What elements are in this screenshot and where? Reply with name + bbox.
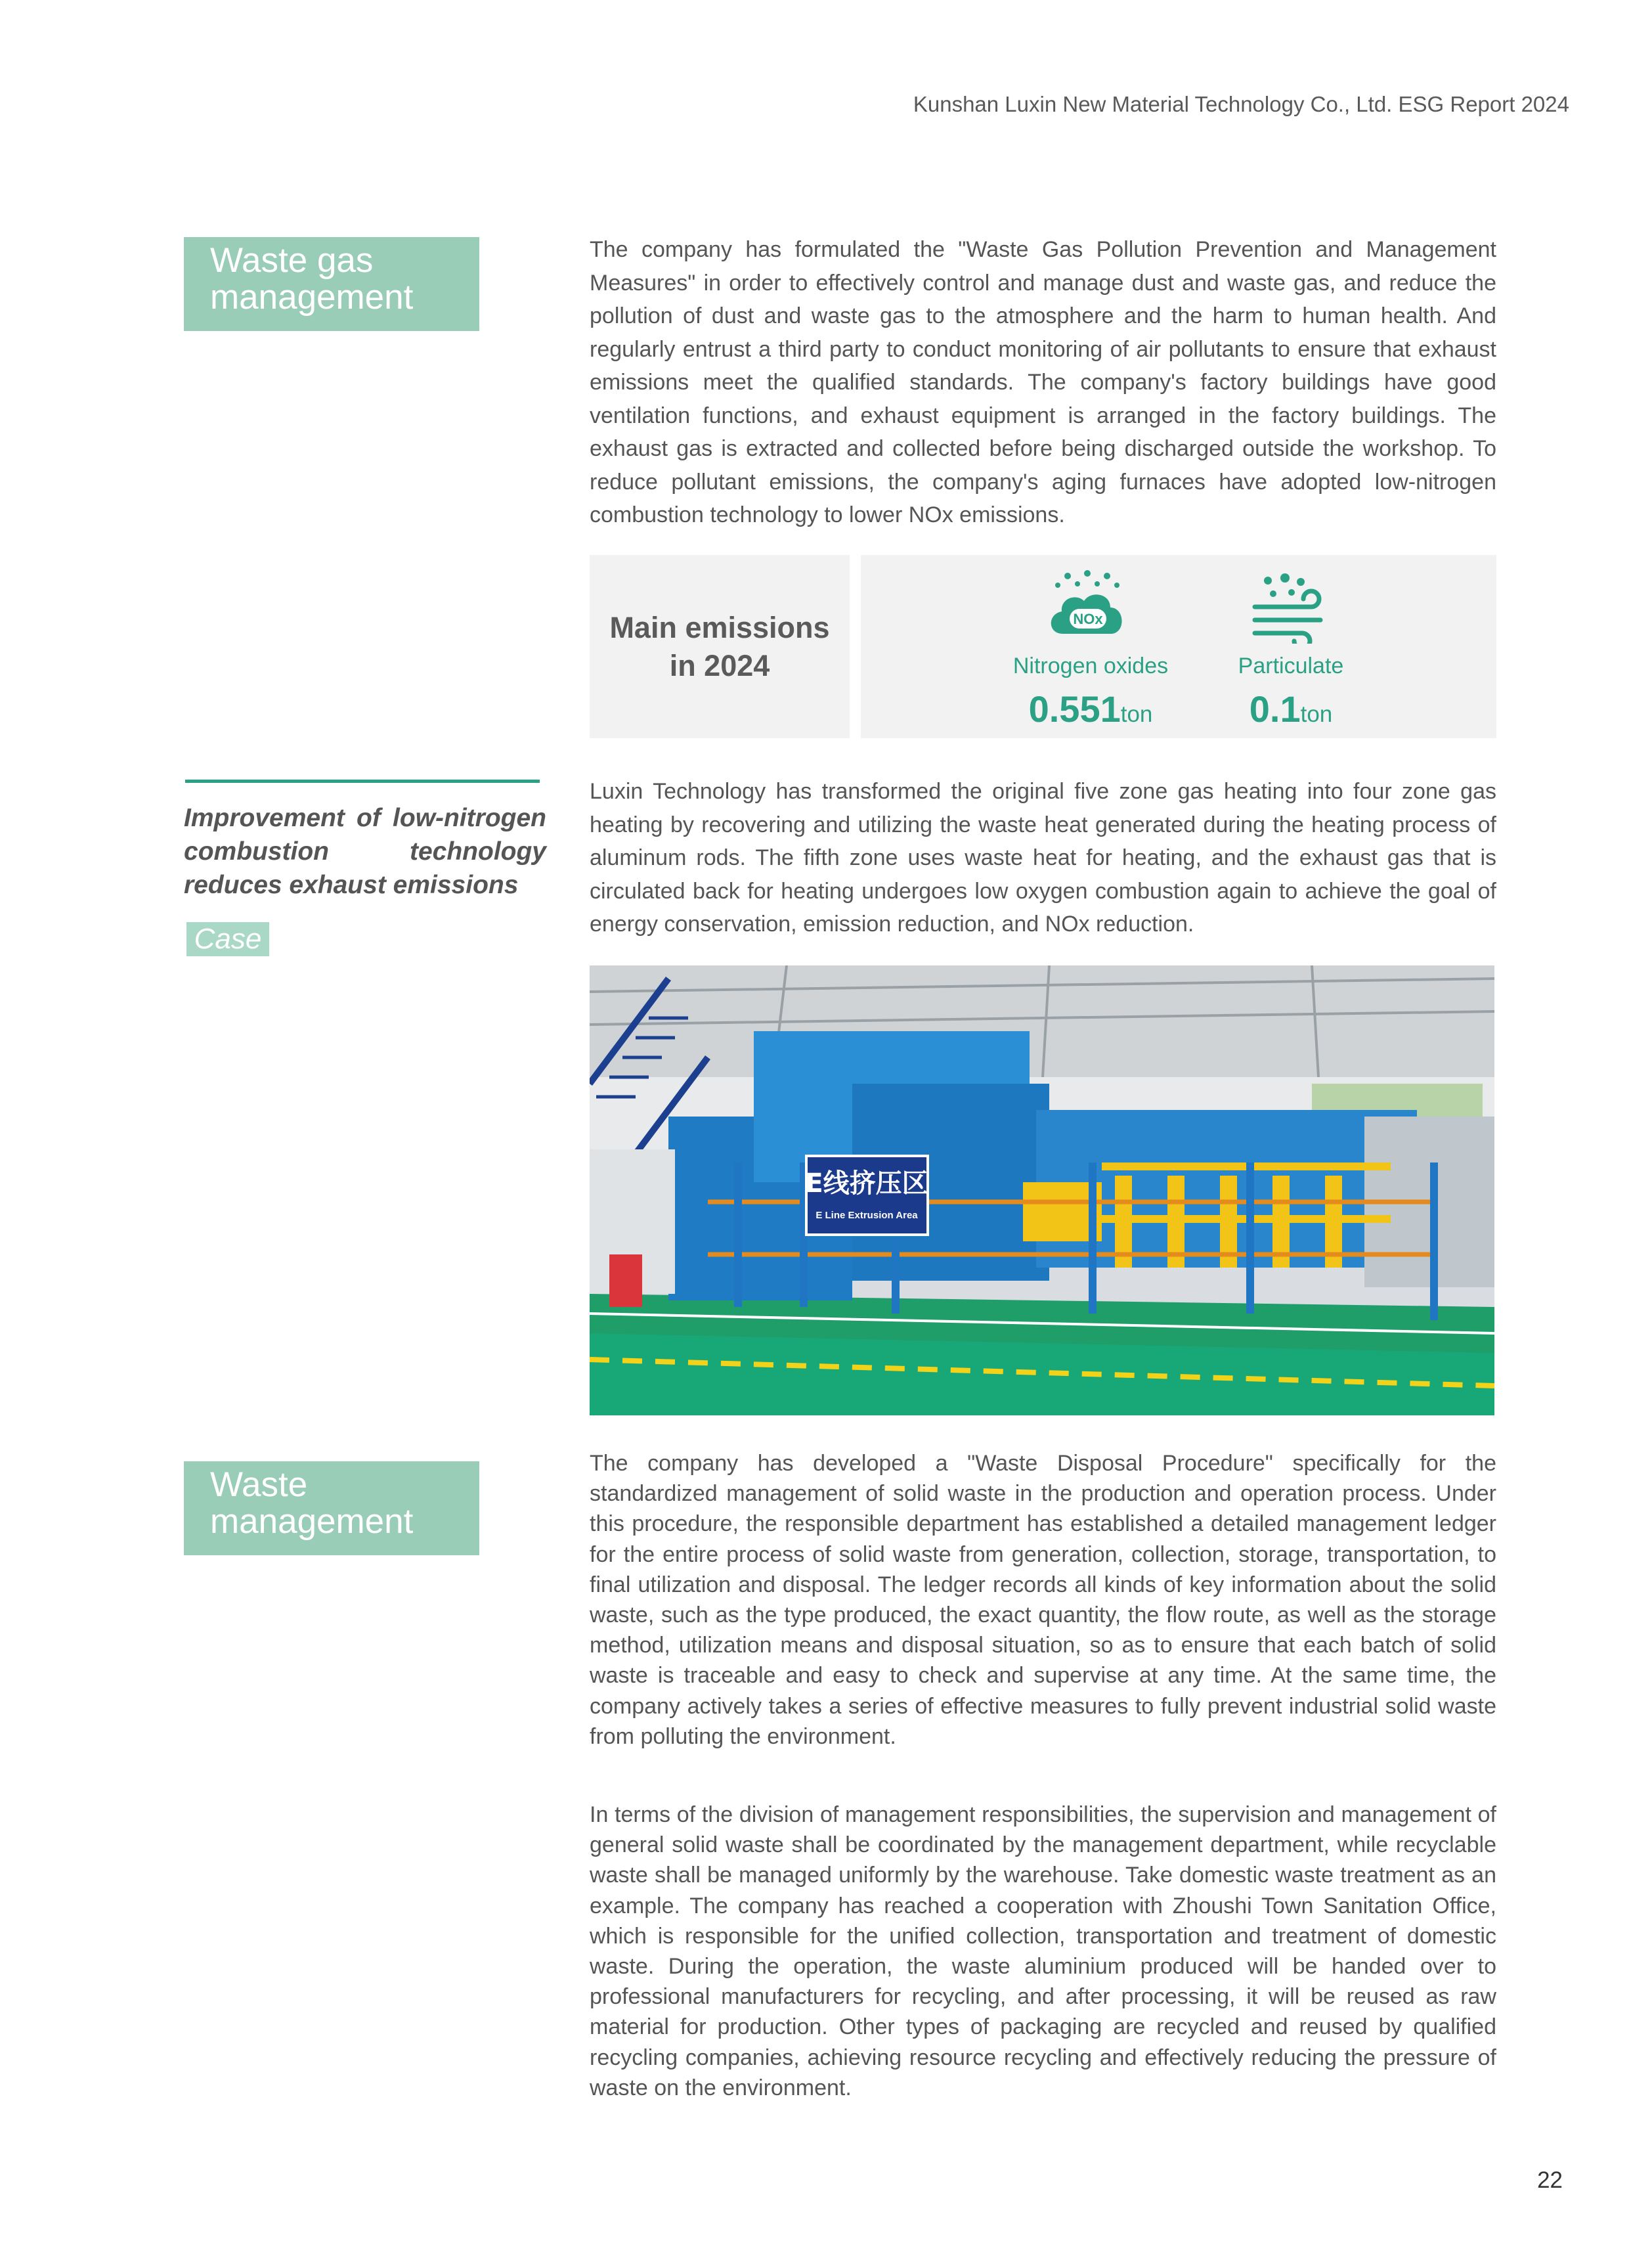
waste-paragraph-1: The company has developed a "Waste Disposal Procedure" specifically for the standardized management of solid waste in the production and operation process. Under this procedure, the responsible department has established a detailed management ledger for the entire process of solid waste from generation, collection, storage, transportation, to final utilization and disposal. The ledger records all kinds of key information about the solid waste, such as the type produced, the exact quantity, the flow route, as well as the storage method, utilization means and disposal situation, so as to ensure that each batch of solid waste is traceable and easy to check and supervise at any time. At the same time, the company actively takes a series of effective measures to fully prevent industrial solid waste from polluting the environment. [590, 1451, 1496, 1749]
extrusion-line-photo [590, 965, 1494, 1415]
case-paragraph: Luxin Technology has transformed the original five zone gas heating into four zone gas heating by recovering and utilizing the waste heat generated during the heating process of aluminum rods. The fifth zone uses waste heat for heating, and the exhaust gas that is circulated back for heating undergoes low oxygen combustion again to achieve the goal of energy conservation, emission reduction, and NOx reduction. [590, 779, 1496, 937]
case-badge: Case [186, 922, 269, 956]
svg-text:NOx: NOx [1073, 611, 1103, 627]
section-tag-waste: Waste management [184, 1461, 479, 1555]
emissions-label-panel [590, 555, 850, 738]
nox-value: 0.551ton [1028, 688, 1153, 730]
particulate-wind-icon [1248, 571, 1334, 644]
nox-name: Nitrogen oxides [1012, 653, 1169, 678]
waste-gas-paragraph: The company has formulated the "Waste Gas Pollution Prevention and Management Measures" in order to effectively control and manage dust and waste gas, and reduce the pollution of dust and waste gas to the atmosphere and the harm to human health. And regularly entrust a third party to conduct monitoring of air pollutants to ensure that exhaust emissions meet the qualified standards. The company's factory buildings have good ventilation functions, and exhaust equipment is arranged in the factory buildings. The exhaust gas is extracted and collected before being discharged outside the workshop. To reduce pollutant emissions, the company's aging furnaces have adopted low-nitrogen combustion technology to lower NOx emissions. [590, 237, 1496, 527]
particulate-value: 0.1ton [1249, 688, 1333, 730]
case-divider [185, 780, 540, 783]
particulate-name: Particulate [1238, 653, 1344, 678]
waste-paragraph-2: In terms of the division of management responsibilities, the supervision and management of general solid waste shall be coordinated by the management department, while recyclable waste shall be managed uniformly by the warehouse. Take domestic waste treatment as an example. The company has reached a cooperation with Zhoushi Town Sanitation Office, which is responsible for the unified collection, transportation and treatment of domestic waste. During the operation, the waste aluminium produced will be handed over to professional manufacturers for recycling, and after processing, it will be reused as raw material for production. Other types of packaging are recycled and reused by qualified recycling companies, achieving resource recycling and effectively reducing the pressure of waste on the environment. [590, 1802, 1496, 2100]
svg-text:E Line Extrusion Area: E Line Extrusion Area [815, 1210, 918, 1221]
page-number: 22 [1537, 2167, 1563, 2193]
emissions-panel [861, 555, 1496, 738]
report-header: Kunshan Luxin New Material Technology Co., Ltd. ESG Report 2024 [913, 92, 1569, 116]
svg-text:E线挤压区: E线挤压区 [805, 1168, 928, 1199]
section-tag-waste-gas: Waste gas management [184, 237, 479, 331]
emissions-label: Main emissions in 2024 [609, 610, 830, 682]
case-title: Improvement of low-nitrogen combustion technology reduces exhaust emissions [184, 804, 546, 899]
nox-cloud-icon [1038, 568, 1137, 647]
